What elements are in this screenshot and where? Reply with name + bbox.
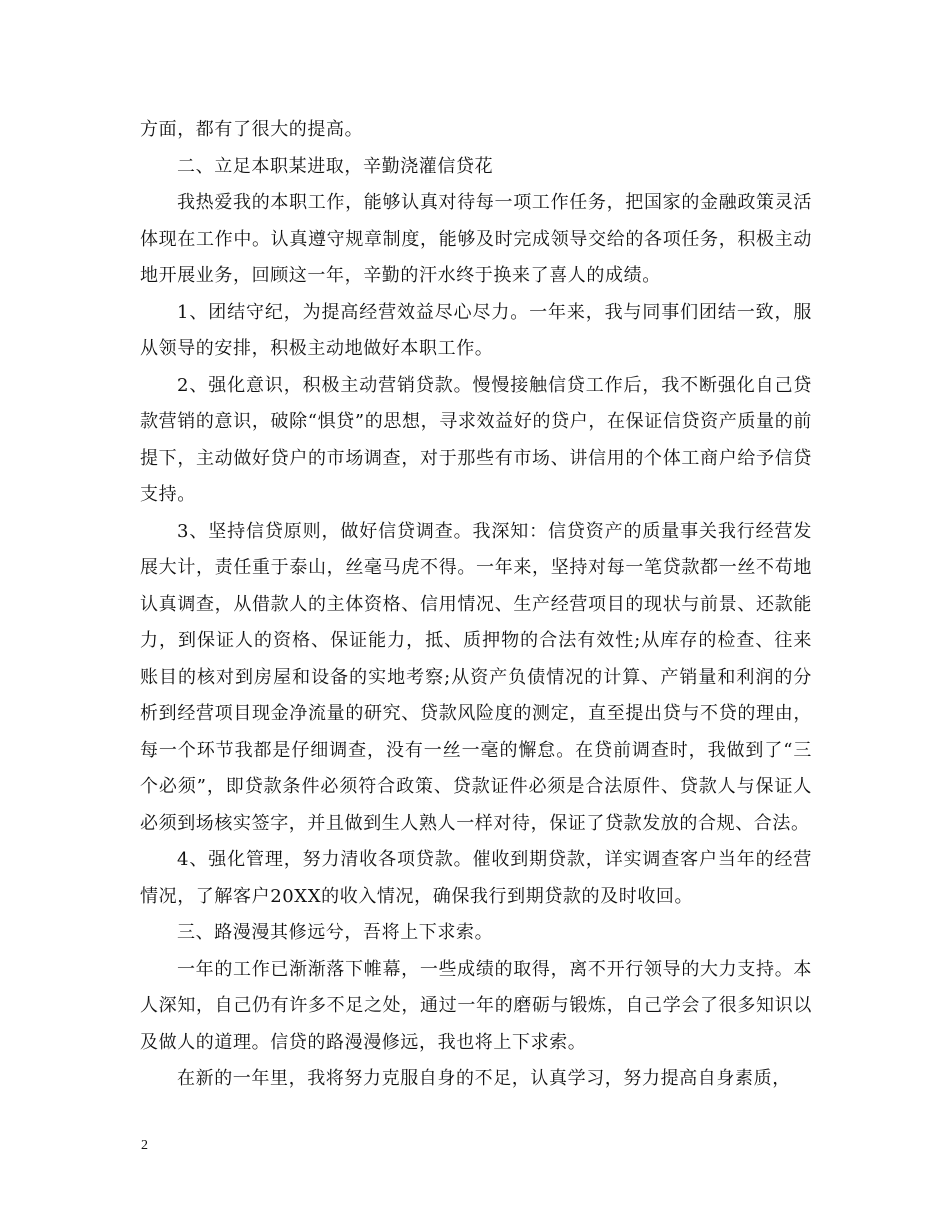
paragraph: 3、坚持信贷原则，做好信贷调查。我深知：信贷资产的质量事关我行经营发展大计，责任重于泰山，丝毫马虎不得。一年来，坚持对每一笔贷款都一丝不苟地认真调查，从借款人的主体资格、信用情况、生产经营项目的现状与前景、还款能力，到保证人的资格、保证能力，抵、质押物的合法有效性;从库存的检查、往来账目的核对到房屋和设备的实地考察;从资产负债情况的计算、产销量和利润的分析到经营项目现金净流量的研究、贷款风险度的测定，直至提出贷与不贷的理由，每一个环节我都是仔细调查，没有一丝一毫的懈怠。在贷前调查时，我做到了“三个必须”，即贷款条件必须符合政策、贷款证件必须是合法原件、贷款人与保证人必须到场核实签字，并且做到生人熟人一样对待，保证了贷款发放的合规、合法。: [140, 520, 812, 834]
paragraph: 2、强化意识，积极主动营销贷款。慢慢接触信贷工作后，我不断强化自己贷款营销的意识，破除“惧贷”的思想，寻求效益好的贷户，在保证信贷资产质量的前提下，主动做好贷户的市场调查，对于那些有市场、讲信用的个体工商户给予信贷支持。: [140, 374, 812, 505]
document-body: [140, 112, 812, 1098]
paragraph: 4、强化管理，努力清收各项贷款。催收到期贷款，详实调查客户当年的经营情况，了解客户20XX的收入情况，确保我行到期贷款的及时收回。: [140, 849, 812, 907]
paragraph: 在新的一年里，我将努力克服自身的不足，认真学习，努力提高自身素质，: [177, 1068, 791, 1089]
paragraph: 方面，都有了很大的提高。: [140, 119, 364, 140]
page-number: 2: [141, 1138, 148, 1153]
section-heading: 三、路漫漫其修远兮，吾将上下求索。: [177, 922, 494, 943]
paragraph: 我热爱我的本职工作，能够认真对待每一项工作任务，把国家的金融政策灵活体现在工作中。认真遵守规章制度，能够及时完成领导交给的各项任务，积极主动地开展业务，回顾这一年，辛勤的汗水终于换来了喜人的成绩。: [140, 192, 812, 286]
paragraph: 1、团结守纪，为提高经营效益尽心尽力。一年来，我与同事们团结一致，服从领导的安排，积极主动地做好本职工作。: [140, 301, 812, 359]
section-heading: 二、立足本职某进取，辛勤浇灌信贷花: [177, 155, 494, 177]
paragraph: 一年的工作已渐渐落下帷幕，一些成绩的取得，离不开行领导的大力支持。本人深知，自己仍有许多不足之处，通过一年的磨砺与锻炼，自己学会了很多知识以及做人的道理。信贷的路漫漫修远，我也将上下求索。: [140, 958, 812, 1053]
